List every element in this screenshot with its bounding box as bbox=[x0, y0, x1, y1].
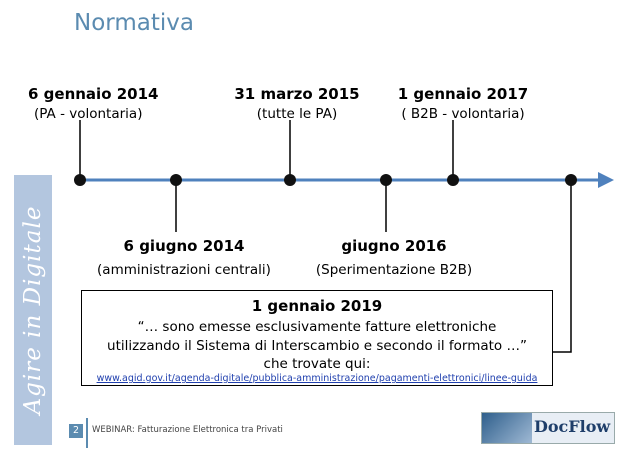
timeline-dot-6 bbox=[565, 174, 577, 186]
milestone-date: giugno 2016 bbox=[341, 237, 447, 255]
timeline-dot-1 bbox=[74, 174, 86, 186]
milestone-note: (tutte le PA) bbox=[256, 106, 338, 122]
callout-line: che trovate qui: bbox=[263, 356, 371, 372]
timeline-dot-2 bbox=[170, 174, 182, 186]
docflow-logo bbox=[481, 412, 615, 444]
milestone-date: 31 marzo 2015 bbox=[234, 85, 360, 103]
page-title: Normativa bbox=[74, 10, 194, 36]
milestone-date: 1 gennaio 2017 bbox=[397, 85, 529, 103]
connector-1-gennaio-2019 bbox=[551, 180, 571, 352]
milestone-note: ( B2B - volontaria) bbox=[401, 106, 525, 122]
guidelines-link[interactable]: www.agid.gov.it/agenda-digitale/pubblica-amministrazione/pagamenti-elettronici/linee-guida bbox=[96, 373, 538, 384]
page-number: 2 bbox=[69, 424, 83, 438]
footer-divider bbox=[86, 418, 88, 448]
footer-text: WEBINAR: Fatturazione Elettronica tra Privati bbox=[92, 425, 283, 435]
timeline-dot-4 bbox=[380, 174, 392, 186]
milestone-date: 6 giugno 2014 bbox=[123, 237, 245, 255]
logo-image bbox=[482, 413, 532, 443]
timeline-dot-3 bbox=[284, 174, 296, 186]
milestone-note: (amministrazioni centrali) bbox=[97, 262, 271, 278]
timeline-arrow-head bbox=[598, 172, 614, 188]
callout-line: utilizzando il Sistema di Interscambio e secondo il formato …” bbox=[107, 338, 527, 354]
milestone-note: (PA - volontaria) bbox=[34, 106, 143, 122]
callout-box bbox=[81, 290, 553, 386]
timeline-dot-5 bbox=[447, 174, 459, 186]
logo-text: DocFlow bbox=[534, 417, 611, 436]
callout-line: “… sono emesse esclusivamente fatture elettroniche bbox=[137, 319, 497, 335]
side-banner-text: Agire in Digitale bbox=[20, 205, 46, 415]
milestone-date: 6 gennaio 2014 bbox=[28, 85, 159, 103]
callout-date: 1 gennaio 2019 bbox=[251, 297, 383, 315]
milestone-note: (Sperimentazione B2B) bbox=[315, 262, 473, 278]
